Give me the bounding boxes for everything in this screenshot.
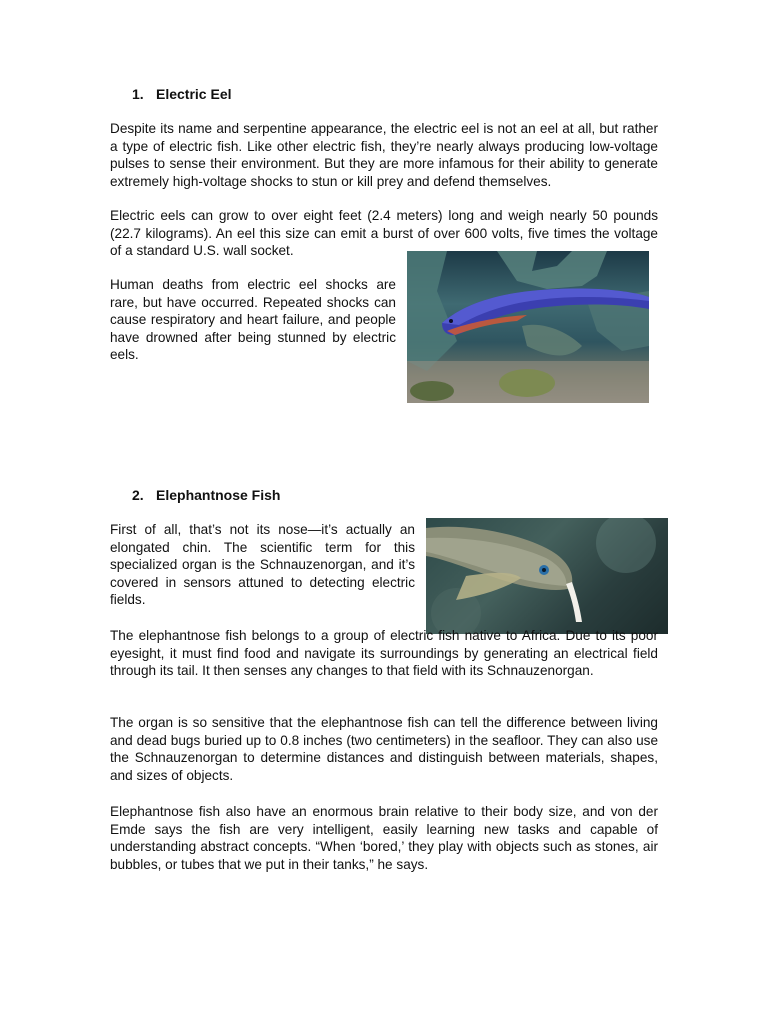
electric-eel-illustration bbox=[407, 251, 649, 403]
electric-eel-photo bbox=[407, 251, 649, 403]
fish-paragraph-3: The organ is so sensitive that the elephantnose fish can tell the difference between living and dead bugs buried up to 0.8 inches (two centimeters) in the seafloor. They can also use the Schnauzenorgan to determine distances and distinguish between materials, shapes, and sizes of objects. bbox=[110, 715, 658, 783]
fish-paragraph-1: First of all, that’s not its nose—it’s actually an elongated chin. The scientific term for this specialized organ is the Schnauzenorgan, and it’s covered in sensors attuned to detecting electric fields. bbox=[110, 522, 415, 607]
section-number: 1. bbox=[132, 86, 144, 102]
fish-paragraph-2: The elephantnose fish belongs to a group of electric fish native to Africa. Due to its poor eyesight, it must find food and navigate its surroundings by generating an electrical field through its tail. It then senses any changes to that field with its Schnauzenorgan. bbox=[110, 628, 658, 678]
elephantnose-fish-illustration bbox=[426, 518, 668, 634]
eel-paragraph-2: Electric eels can grow to over eight feet (2.4 meters) long and weigh nearly 50 pounds (22.7 kilograms). An eel this size can emit a burst of over 600 volts, five times the voltage of a standard U.S. wall socket. bbox=[110, 208, 658, 258]
elephantnose-fish-photo bbox=[426, 518, 668, 634]
eel-paragraph-3: Human deaths from electric eel shocks are rare, but have occurred. Repeated shocks can cause respiratory and heart failure, and people have drowned after being stunned by electric eels. bbox=[110, 277, 396, 362]
section-title: Elephantnose Fish bbox=[156, 487, 281, 503]
section-number: 2. bbox=[132, 487, 144, 503]
fish-paragraph-4: Elephantnose fish also have an enormous brain relative to their body size, and von der Emde says the fish are very intelligent, easily learning new tasks and capable of understanding abstract concepts. “When ‘bored,’ they play with objects such as stones, air bubbles, or tubes that we put in their tanks,” he says. bbox=[110, 804, 658, 872]
eel-paragraph-1: Despite its name and serpentine appearance, the electric eel is not an eel at all, but rather a type of electric fish. Like other electric fish, they’re nearly always producing low-voltage pulses to sense their environment. But they are more infamous for their ability to generate extremely high-voltage shocks to stun or kill prey and defend themselves. bbox=[110, 121, 658, 189]
section-title: Electric Eel bbox=[156, 86, 232, 102]
section-heading-electric-eel bbox=[132, 86, 232, 103]
section-heading-elephantnose-fish bbox=[132, 487, 280, 504]
